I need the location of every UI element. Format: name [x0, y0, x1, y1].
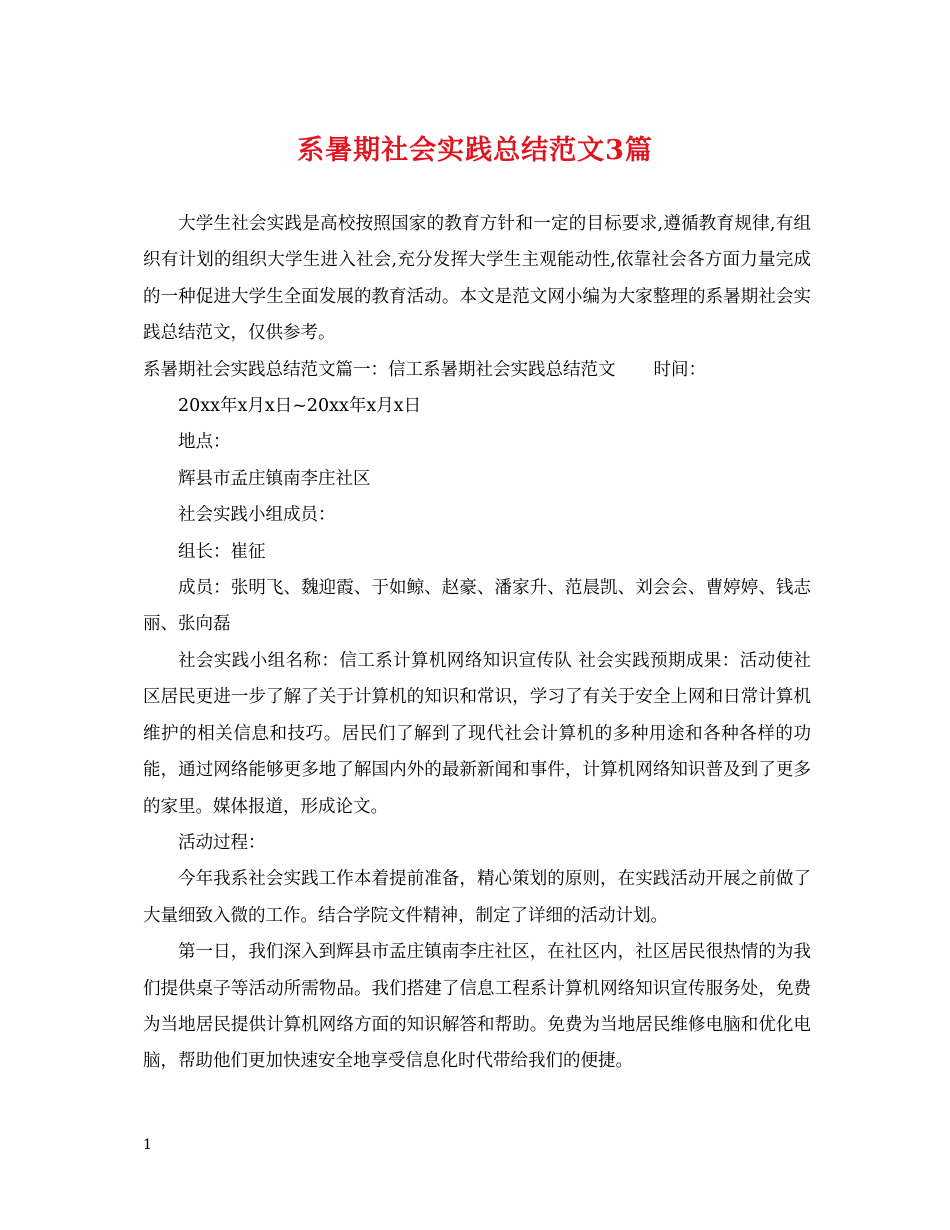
- process-paragraph-1: 今年我系社会实践工作本着提前准备，精心策划的原则，在实践活动开展之前做了大量细致入微的工作。结合学院文件精神，制定了详细的活动计划。: [143, 869, 811, 926]
- group-label: 社会实践小组成员：: [178, 505, 336, 526]
- process-paragraph-2: 第一日，我们深入到辉县市孟庄镇南李庄社区，在社区内，社区居民很热情的为我们提供桌子等活动所需物品。我们搭建了信息工程系计算机网络知识宣传服务处，免费为当地居民提供计算机网络方面的知识解答和帮助。免费为当地居民维修电脑和优化电脑，帮助他们更加快速安全地享受信息化时代带给我们的便捷。: [143, 942, 811, 1072]
- section-heading-line: [143, 352, 811, 388]
- group-members: 成员：张明飞、魏迎霞、于如鲸、赵豪、潘家升、范晨凯、刘会会、曹婷婷、钱志丽、张向磊: [143, 578, 811, 635]
- intro-paragraph: 大学生社会实践是高校按照国家的教育方针和一定的目标要求,遵循教育规律,有组织有计划的组织大学生进入社会,充分发挥大学生主观能动性,依靠社会各方面力量完成的一种促进大学生全面发展的教育活动。本文是范文网小编为大家整理的系暑期社会实践总结范文，仅供参考。: [143, 214, 811, 344]
- document-body: [143, 206, 811, 1080]
- process-label: 活动过程：: [178, 832, 266, 853]
- section-heading: 系暑期社会实践总结范文篇一：信工系暑期社会实践总结范文: [143, 359, 616, 380]
- group-leader: 组长：崔征: [178, 541, 266, 562]
- place-label: 地点：: [178, 432, 231, 453]
- page-number: 1: [143, 1137, 152, 1153]
- time-label: 时间：: [653, 359, 706, 380]
- team-and-results-paragraph: 社会实践小组名称：信工系计算机网络知识宣传队 社会实践预期成果：活动使社区居民更进一步了解了关于计算机的知识和常识，学习了有关于安全上网和日常计算机维护的相关信息和技巧。居民们了解到了现代社会计算机的多种用途和各种各样的功能，通过网络能够更多地了解国内外的最新新闻和事件，计算机网络知识普及到了更多的家里。媒体报道，形成论文。: [143, 650, 811, 817]
- document-title: 系暑期社会实践总结范文3篇: [297, 135, 653, 166]
- time-value: 20xx年x月x日~20xx年x月x日: [178, 396, 422, 417]
- place-value: 辉县市孟庄镇南李庄社区: [178, 468, 371, 489]
